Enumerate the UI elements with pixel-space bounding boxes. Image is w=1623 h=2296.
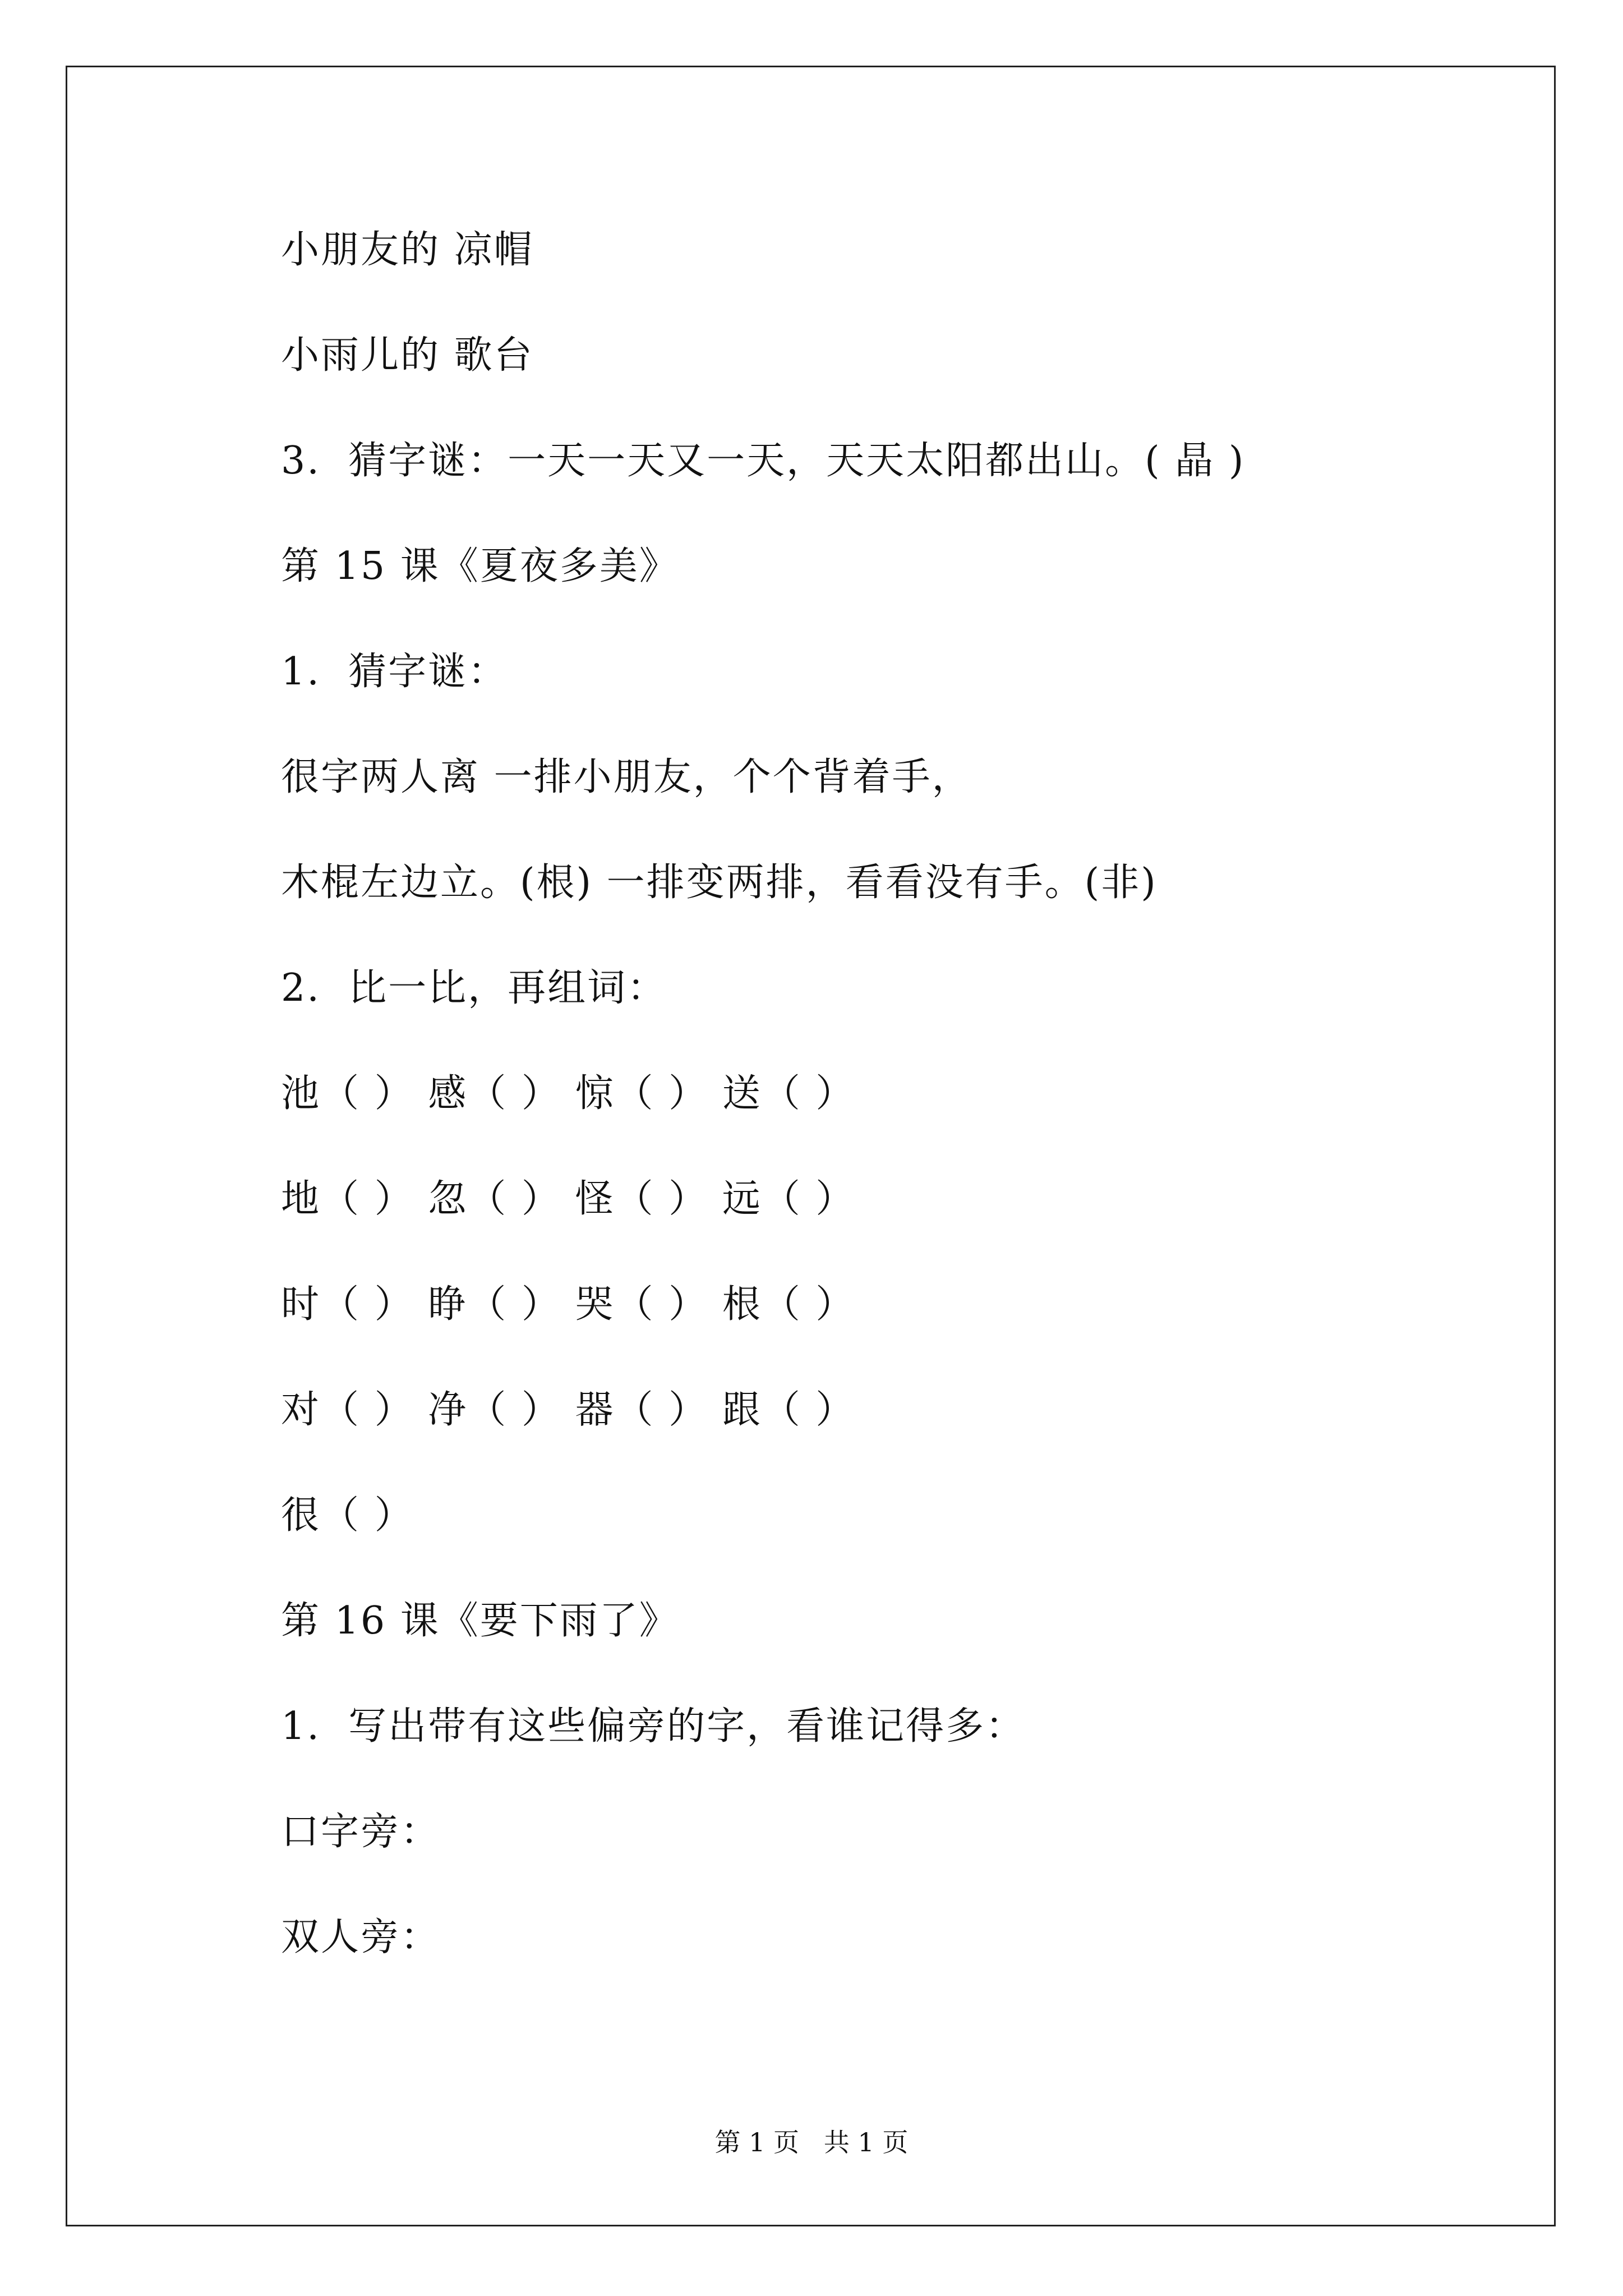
text-line-3: 3. 猜字谜：一天一天又一天，天天太阳都出山。( 晶 ) [281,439,1246,483]
word-row-4: 对（ ） 净（ ） 器（ ） 跟（ ） [281,1388,856,1432]
text-line-8: 2. 比一比，再组词： [281,966,667,1010]
text-line-7: 木棍左边立。(根) 一排变两排，看看没有手。(非) [281,861,1158,905]
text-line-1: 小朋友的 凉帽 [281,228,534,272]
lesson-15-heading: 第 15 课《夏夜多美》 [281,544,679,588]
text-line-16: 口字旁： [281,1810,441,1854]
text-line-2: 小雨儿的 歌台 [281,333,534,378]
word-row-3: 时（ ） 睁（ ） 哭（ ） 根（ ） [281,1282,856,1327]
text-line-5: 1. 猜字谜： [281,650,508,694]
word-row-2: 地（ ） 忽（ ） 怪（ ） 远（ ） [281,1177,856,1221]
text-line-15: 1. 写出带有这些偏旁的字，看谁记得多： [281,1704,1026,1749]
page-border [66,66,1556,2226]
lesson-16-heading: 第 16 课《要下雨了》 [281,1599,679,1643]
word-row-1: 池（ ） 感（ ） 惊（ ） 送（ ） [281,1071,856,1116]
text-line-17: 双人旁： [281,1915,441,1959]
page-number-footer: 第 1 页 共 1 页 [714,2127,909,2157]
word-row-5: 很（ ） [281,1493,414,1538]
text-line-6: 很字两人离 一排小朋友，个个背着手， [281,755,972,799]
